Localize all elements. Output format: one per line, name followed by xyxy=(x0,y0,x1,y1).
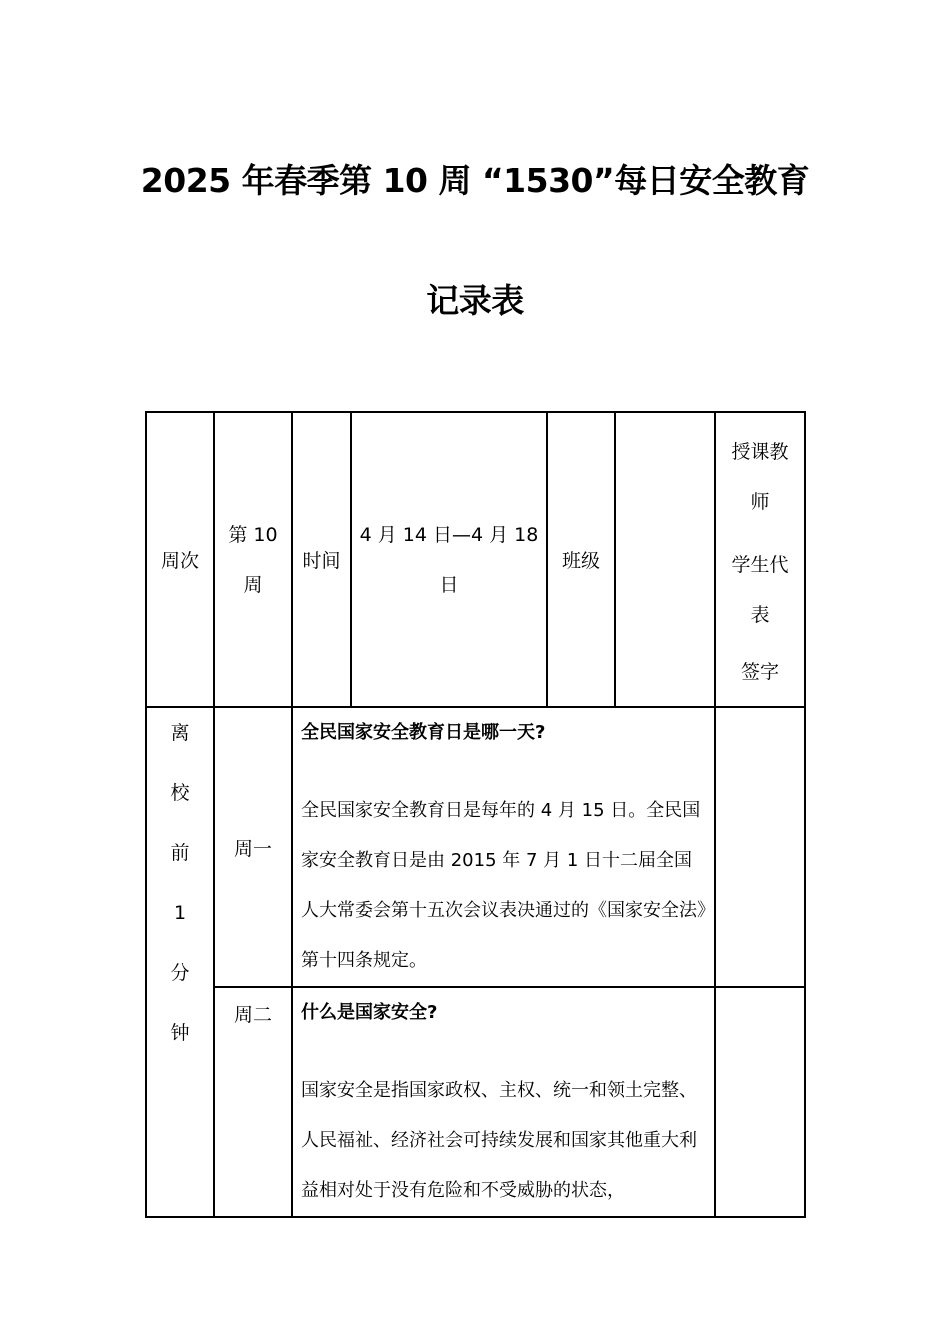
weekday-label: 周二 xyxy=(233,1004,272,1026)
weekday-cell xyxy=(214,707,292,987)
time-value-line-1: 4 月 14 日—4 月 18 xyxy=(359,523,539,546)
before-leaving-char: 1 xyxy=(173,902,187,924)
time-label: 时间 xyxy=(302,550,341,572)
lesson-content-cell xyxy=(292,707,715,987)
lesson-content-cell xyxy=(292,987,715,1217)
lesson-answer: 全民国家安全教育日是每年的 4 月 15 日。全民国家安全教育日是由 2015 年 7 月 1 日十二届全国人大常委会第十五次会议表决通过的《国家安全法》第十四条规定。 xyxy=(301,800,706,971)
week-value-cell xyxy=(214,412,292,707)
before-leaving-char: 前 xyxy=(170,842,190,864)
time-value-line-2: 日 xyxy=(439,573,459,596)
before-leaving-char: 离 xyxy=(170,722,190,744)
signature-line-1: 授课教 xyxy=(731,441,789,463)
week-label: 周次 xyxy=(160,550,199,572)
signature-line-2: 师 xyxy=(750,491,770,513)
table-row xyxy=(146,707,805,987)
table-row xyxy=(146,987,805,1217)
class-label-cell xyxy=(547,412,615,707)
lesson-question: 什么是国家安全? xyxy=(301,1002,438,1023)
before-leaving-char: 校 xyxy=(170,782,190,804)
weekday-label: 周一 xyxy=(233,837,272,860)
record-table xyxy=(145,411,806,1218)
before-leaving-char: 分 xyxy=(170,962,190,984)
class-value-cell[interactable] xyxy=(615,412,715,707)
document-title-line-2: 记录表 xyxy=(426,281,524,320)
signature-line-5: 签字 xyxy=(740,661,779,683)
document-title-line-1: 2025 年春季第 10 周 “1530”每日安全教育 xyxy=(140,161,810,200)
week-label-cell xyxy=(146,412,214,707)
weekday-cell xyxy=(214,987,292,1217)
lesson-question: 全民国家安全教育日是哪一天? xyxy=(301,722,546,743)
time-label-cell xyxy=(292,412,351,707)
header-row xyxy=(146,412,805,707)
signature-cell[interactable] xyxy=(715,987,805,1217)
week-value-line-1: 第 10 xyxy=(228,523,278,546)
signature-cell[interactable] xyxy=(715,707,805,987)
time-value-cell xyxy=(351,412,547,707)
class-label: 班级 xyxy=(561,550,600,572)
week-value-line-2: 周 xyxy=(243,573,263,596)
lesson-answer: 国家安全是指国家政权、主权、统一和领土完整、人民福祉、经济社会可持续发展和国家其他重大利益相对处于没有危险和不受威胁的状态， xyxy=(301,1080,697,1201)
signature-line-3: 学生代 xyxy=(731,554,789,576)
before-leaving-label-cell xyxy=(146,707,214,1217)
signature-header-cell xyxy=(715,412,805,707)
before-leaving-char: 钟 xyxy=(170,1022,190,1044)
signature-line-4: 表 xyxy=(750,604,770,626)
